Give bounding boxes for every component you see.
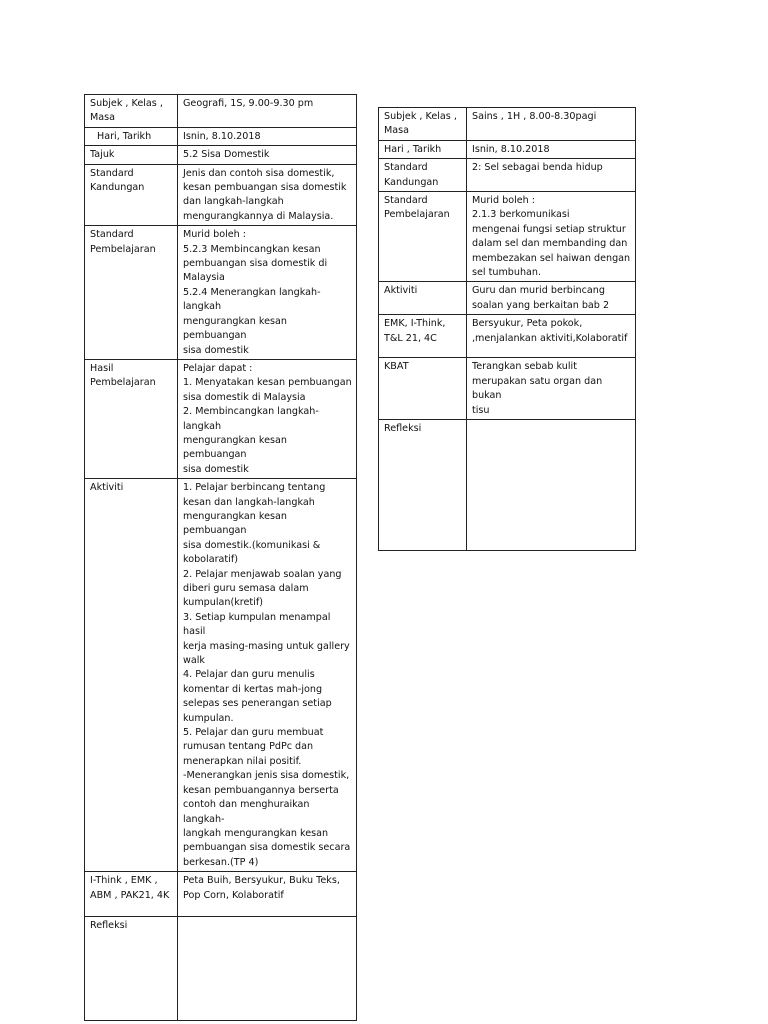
- table-row: [379, 419, 636, 550]
- row-label-standard-kandungan: Standard Kandungan: [379, 159, 467, 192]
- table-row: [85, 146, 357, 164]
- geografi-lesson-plan-table: [84, 94, 357, 1021]
- row-value-standard-pembelajaran: Murid boleh : 5.2.3 Membincangkan kesan pembuangan sisa domestik di Malaysia 5.2.4 Menerangkan langkah-langkah mengurangkan kesan pembuangan sisa domestik: [178, 226, 357, 360]
- row-label-hari-tarikh: Hari , Tarikh: [379, 140, 467, 158]
- table-row: [85, 479, 357, 872]
- table-row: [379, 140, 636, 158]
- row-label-hari-tarikh: Hari, Tarikh: [85, 127, 178, 145]
- table-row: [379, 282, 636, 315]
- row-value-standard-kandungan: Jenis dan contoh sisa domestik, kesan pembuangan sisa domestik dan langkah-langkah mengurangkannya di Malaysia.: [178, 164, 357, 226]
- table-row: [379, 315, 636, 358]
- row-value-subjek: Geografi, 1S, 9.00-9.30 pm: [178, 95, 357, 128]
- row-label-standard-kandungan: Standard Kandungan: [85, 164, 178, 226]
- table-row: [379, 159, 636, 192]
- table-row: [379, 192, 636, 282]
- row-value-ithink-emk: Peta Buih, Bersyukur, Buku Teks, Pop Corn, Kolaboratif: [178, 872, 357, 917]
- table-row: [85, 917, 357, 1021]
- row-value-hari-tarikh: Isnin, 8.10.2018: [467, 140, 636, 158]
- row-label-refleksi: Refleksi: [379, 419, 467, 550]
- row-label-ithink-emk: I-Think , EMK , ABM , PAK21, 4K: [85, 872, 178, 917]
- row-label-hasil-pembelajaran: Hasil Pembelajaran: [85, 359, 178, 478]
- row-value-refleksi: [467, 419, 636, 550]
- row-label-aktiviti: Aktiviti: [85, 479, 178, 872]
- row-value-standard-kandungan: 2: Sel sebagai benda hidup: [467, 159, 636, 192]
- row-label-standard-pembelajaran: Standard Pembelajaran: [85, 226, 178, 360]
- row-value-subjek: Sains , 1H , 8.00-8.30pagi: [467, 108, 636, 141]
- row-value-hari-tarikh: Isnin, 8.10.2018: [178, 127, 357, 145]
- row-label-standard-pembelajaran: Standard Pembelajaran: [379, 192, 467, 282]
- row-label-refleksi: Refleksi: [85, 917, 178, 1021]
- row-label-subjek: Subjek , Kelas , Masa: [379, 108, 467, 141]
- table-row: [85, 164, 357, 226]
- row-value-standard-pembelajaran: Murid boleh : 2.1.3 berkomunikasi mengenai fungsi setiap struktur dalam sel dan membanding dan membezakan sel haiwan dengan sel tumbuhan.: [467, 192, 636, 282]
- row-label-kbat: KBAT: [379, 358, 467, 420]
- row-label-subjek: Subjek , Kelas , Masa: [85, 95, 178, 128]
- sains-lesson-plan-table: [378, 107, 636, 551]
- table-row: [85, 127, 357, 145]
- row-value-aktiviti: Guru dan murid berbincang soalan yang berkaitan bab 2: [467, 282, 636, 315]
- row-value-refleksi: [178, 917, 357, 1021]
- table-row: [379, 358, 636, 420]
- row-value-emk-ithink: Bersyukur, Peta pokok, ,menjalankan aktiviti,Kolaboratif: [467, 315, 636, 358]
- table-row: [85, 872, 357, 917]
- table-row: [379, 108, 636, 141]
- row-label-tajuk: Tajuk: [85, 146, 178, 164]
- row-value-tajuk: 5.2 Sisa Domestik: [178, 146, 357, 164]
- row-label-aktiviti: Aktiviti: [379, 282, 467, 315]
- table-row: [85, 226, 357, 360]
- table-row: [85, 95, 357, 128]
- row-value-aktiviti: 1. Pelajar berbincang tentang kesan dan langkah-langkah mengurangkan kesan pembuangan sisa domestik.(komunikasi & kobolaratif) 2. Pelajar menjawab soalan yang diberi guru semasa dalam kumpulan(kretif) 3. Setiap kumpulan menampal hasil kerja masing-masing untuk gallery walk 4. Pelajar dan guru menulis komentar di kertas mah-jong selepas ses penerangan setiap kumpulan. 5. Pelajar dan guru membuat rumusan tentang PdPc dan menerapkan nilai positif. -Menerangkan jenis sisa domestik, kesan pembuangannya berserta contoh dan menghuraikan langkah- langkah mengurangkan kesan pembuangan sisa domestik secara berkesan.(TP 4): [178, 479, 357, 872]
- row-value-hasil-pembelajaran: Pelajar dapat : 1. Menyatakan kesan pembuangan sisa domestik di Malaysia 2. Membincangkan langkah-langkah mengurangkan kesan pembuangan sisa domestik: [178, 359, 357, 478]
- table-row: [85, 359, 357, 478]
- row-label-emk-ithink: EMK, I-Think, T&L 21, 4C: [379, 315, 467, 358]
- row-value-kbat: Terangkan sebab kulit merupakan satu organ dan bukan tisu: [467, 358, 636, 420]
